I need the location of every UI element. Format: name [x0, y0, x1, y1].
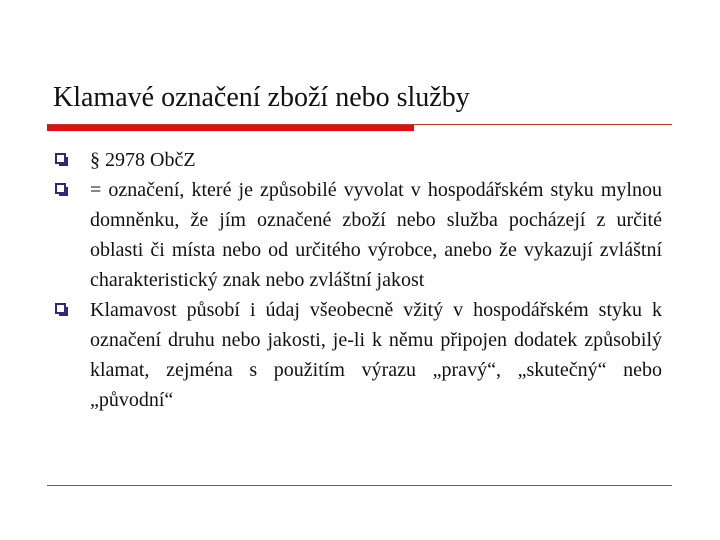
slide-title: Klamavé označení zboží nebo služby	[53, 82, 470, 113]
bullet-item-statute	[52, 145, 662, 175]
footer-rule	[47, 485, 672, 486]
hollow-square-bullet-icon	[55, 153, 66, 164]
title-accent-bar	[47, 125, 414, 131]
bullet-text: = označení, které je způsobilé vyvolat v hospodářském styku mylnou domněnku, že jím označené zboží nebo služba pocházejí z určité oblasti či místa nebo od určitého výrobce, anebo že vykazují zvláštní charakteristický znak nebo zvláštní jakost	[90, 179, 662, 291]
bullet-text: § 2978 ObčZ	[90, 149, 196, 171]
hollow-square-bullet-icon	[55, 183, 66, 194]
bullet-item-deceptiveness	[52, 295, 662, 415]
bullet-item-definition	[52, 175, 662, 295]
bullet-list	[52, 145, 662, 415]
bullet-text: Klamavost působí i údaj všeobecně vžitý v hospodářském styku k označení druhu nebo jakosti, je-li k němu připojen dodatek způsobilý klamat, zejména s použitím výrazu „pravý“, „skutečný“ nebo „původní“	[90, 299, 662, 411]
hollow-square-bullet-icon	[55, 303, 66, 314]
